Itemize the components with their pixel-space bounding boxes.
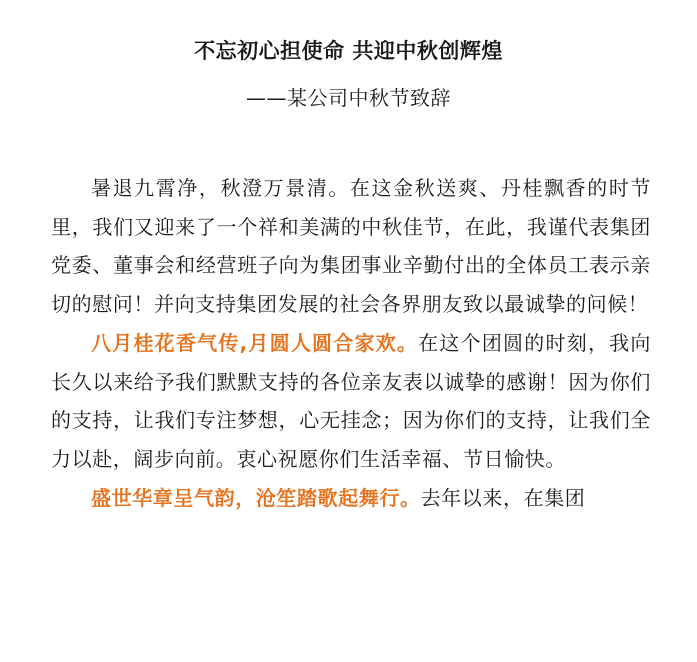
article-title: 不忘初心担使命 共迎中秋创辉煌 [194,39,503,63]
paragraph-2-highlight: 八月桂花香气传,月圆人圆合家欢。 [91,330,419,355]
article-subtitle: ——某公司中秋节致辞 [246,86,451,110]
paragraph-3-highlight: 盛世华章呈气韵，沧笙踏歌起舞行。 [91,485,421,510]
article-body [51,169,651,517]
paragraph-2 [51,324,651,479]
paragraph-3-text: 去年以来，在集团 [420,485,586,510]
paragraph-1-text: 暑退九霄净，秋澄万景清。在这金秋送爽、丹桂飘香的时节里，我们又迎来了一个祥和美满的中秋佳节，在此，我谨代表集团党委、董事会和经营班子向为集团事业辛勤付出的全体员工表示亲切的慰问！并向支持集团发展的社会各界朋友致以最诚挚的问候！ [51,176,651,317]
paragraph-2-text: 在这个团圆的时刻，我向长久以来给予我们默默支持的各位亲友表以诚挚的感谢！因为你们的支持，让我们专注梦想，心无挂念；因为你们的支持，让我们全力以赴，阔步向前。衷心祝愿你们生活幸福、节日愉快。 [51,330,651,471]
paragraph-1 [51,169,651,324]
paragraph-3 [51,479,651,518]
